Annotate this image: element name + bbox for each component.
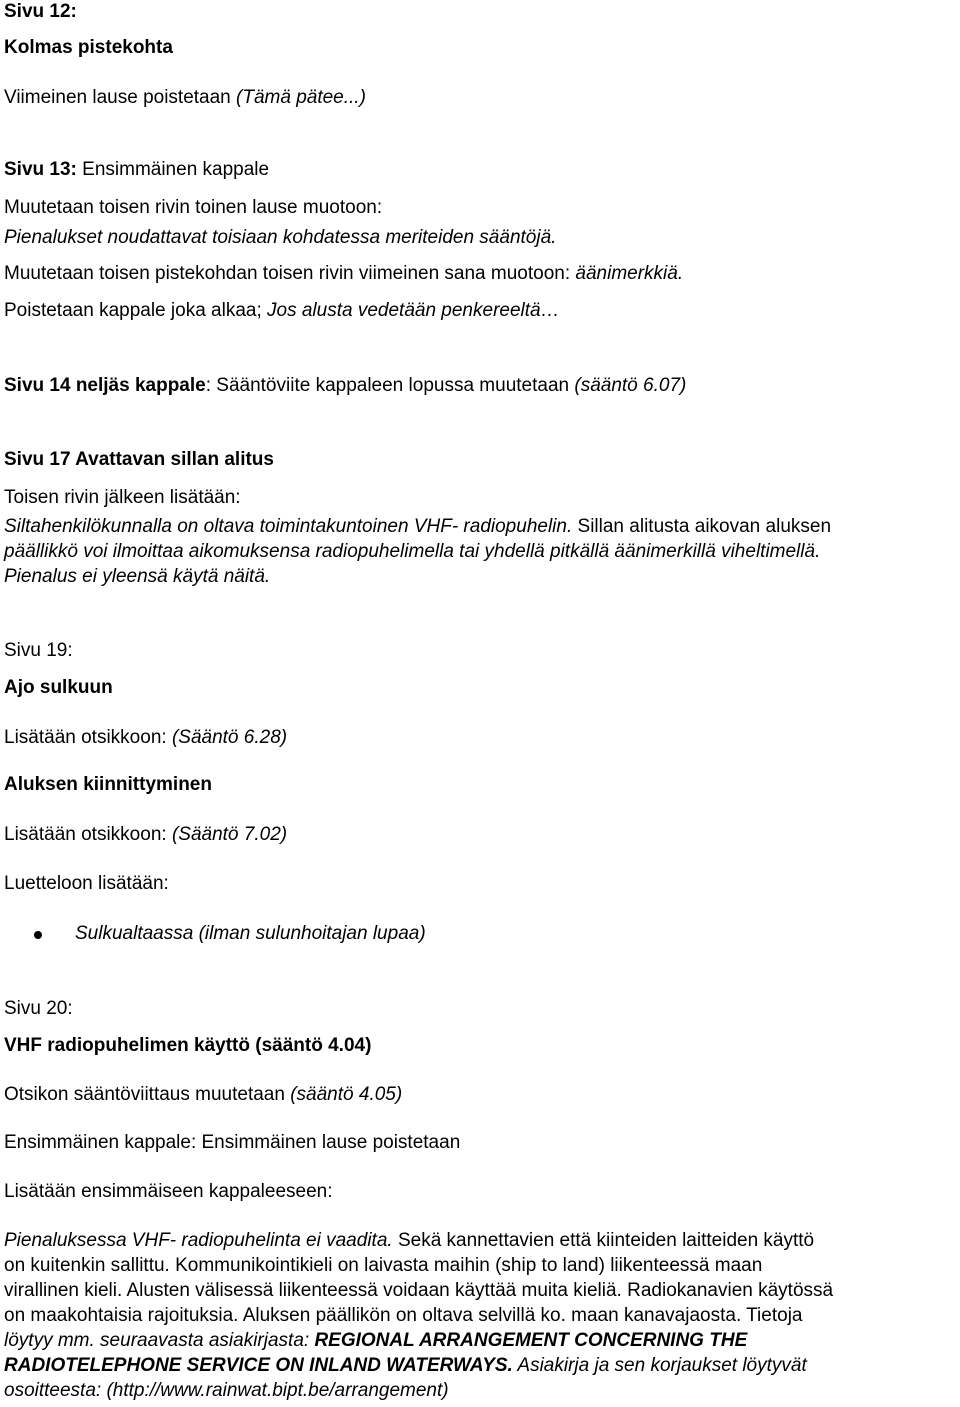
page-label: Sivu 13: xyxy=(4,159,77,180)
page-label: Sivu 14 neljäs kappale xyxy=(4,375,206,396)
section-heading: Aluksen kiinnittyminen xyxy=(4,774,212,795)
text-italic: (sääntö 6.07) xyxy=(574,375,687,396)
text-italic: (Sääntö 7.02) xyxy=(171,824,288,845)
text: Ensimmäinen kappale xyxy=(76,159,270,180)
text: Lisätään otsikkoon: xyxy=(4,824,172,845)
page-19-heading: Sivu 19: xyxy=(4,640,73,661)
text-bold-italic: RADIOTELEPHONE SERVICE ON INLAND WATERWAYS. xyxy=(4,1355,513,1376)
text: Alusten välisessä liikenteessä voidaan käyttää muita kieliä. xyxy=(122,1280,622,1301)
paragraph-line xyxy=(4,1279,833,1303)
paragraph xyxy=(4,726,287,750)
text: Viimeinen lause poistetaan xyxy=(4,87,237,108)
section-heading: Kolmas pistekohta xyxy=(4,37,173,58)
text-italic: (sääntö 4.05) xyxy=(290,1084,403,1105)
list-item: Sulkualtaassa (ilman sulunhoitajan lupaa) xyxy=(75,923,426,944)
bullet-icon xyxy=(34,931,42,939)
text: on kuitenkin sallittu. xyxy=(4,1255,170,1276)
text: Sillan alitusta aikovan aluksen xyxy=(572,516,832,537)
text: Aluksen päällikön on oltava selvillä ko. maan kanavajaosta. xyxy=(238,1305,742,1326)
paragraph: Ensimmäinen kappale: Ensimmäinen lause poistetaan xyxy=(4,1132,461,1153)
text: : Sääntöviite kappaleen lopussa muutetaan xyxy=(205,375,575,396)
text-italic: löytyy mm. seuraavasta asiakirjasta: xyxy=(4,1330,315,1351)
text-italic: Asiakirja ja sen korjaukset löytyvät xyxy=(512,1355,807,1376)
text: on maakohtaisia rajoituksia. xyxy=(4,1305,239,1326)
text: virallinen kieli. xyxy=(4,1280,123,1301)
page-12-heading: Sivu 12: xyxy=(4,1,77,22)
paragraph: Toisen rivin jälkeen lisätään: xyxy=(4,487,241,508)
text: Kommunikointikieli on laivasta maihin (ship to land) liikenteessä maan xyxy=(169,1255,763,1276)
text: Lisätään otsikkoon: xyxy=(4,727,172,748)
paragraph-line xyxy=(4,1304,802,1328)
paragraph: Muutetaan toisen rivin toinen lause muotoon: xyxy=(4,197,383,218)
page-14-heading xyxy=(4,374,686,398)
text-italic: Jos alusta vedetään penkereeltä… xyxy=(267,300,560,321)
paragraph-line xyxy=(4,1229,814,1253)
paragraph: päällikkö voi ilmoittaa aikomuksensa radiopuhelimella tai yhdellä pitkällä äänimerkillä viheltimellä. xyxy=(4,541,821,562)
page-20-heading: Sivu 20: xyxy=(4,998,73,1019)
text: Otsikon sääntöviittaus muutetaan xyxy=(4,1084,291,1105)
section-heading: Ajo sulkuun xyxy=(4,677,113,698)
text-italic: (Sääntö 6.28) xyxy=(171,727,288,748)
paragraph xyxy=(4,823,287,847)
paragraph: Lisätään ensimmäiseen kappaleeseen: xyxy=(4,1181,333,1202)
page-17-heading: Sivu 17 Avattavan sillan alitus xyxy=(4,449,274,470)
paragraph-line xyxy=(4,1354,807,1378)
text: Muutetaan toisen pistekohdan toisen rivin viimeinen sana muotoon: xyxy=(4,263,576,284)
text-italic: Siltahenkilökunnalla on oltava toimintakuntoinen VHF- radiopuhelin. xyxy=(4,516,573,537)
paragraph: Luetteloon lisätään: xyxy=(4,873,169,894)
paragraph-line: osoitteesta: (http://www.rainwat.bipt.be/arrangement) xyxy=(4,1380,449,1401)
text-italic: äänimerkkiä. xyxy=(575,263,684,284)
page-13-heading xyxy=(4,158,269,182)
text-italic: (Tämä pätee...) xyxy=(236,87,366,108)
text-italic: Pienaluksessa VHF- radiopuhelinta ei vaadita. xyxy=(4,1230,393,1251)
paragraph xyxy=(4,299,560,323)
text: Radiokanavien käytössä xyxy=(621,1280,834,1301)
text: Tietoja xyxy=(741,1305,803,1326)
paragraph: Pienalukset noudattavat toisiaan kohdatessa meriteiden sääntöjä. xyxy=(4,227,557,248)
paragraph xyxy=(4,86,366,110)
paragraph-line xyxy=(4,1254,762,1278)
paragraph-line xyxy=(4,1329,747,1353)
paragraph xyxy=(4,515,831,539)
text: Poistetaan kappale joka alkaa; xyxy=(4,300,268,321)
paragraph xyxy=(4,1083,402,1107)
section-heading: VHF radiopuhelimen käyttö (sääntö 4.04) xyxy=(4,1035,372,1056)
text-bold-italic: REGIONAL ARRANGEMENT CONCERNING THE xyxy=(314,1330,748,1351)
text: Sekä kannettavien että kiinteiden laitteiden käyttö xyxy=(392,1230,815,1251)
paragraph xyxy=(4,262,683,286)
paragraph: Pienalus ei yleensä käytä näitä. xyxy=(4,566,271,587)
